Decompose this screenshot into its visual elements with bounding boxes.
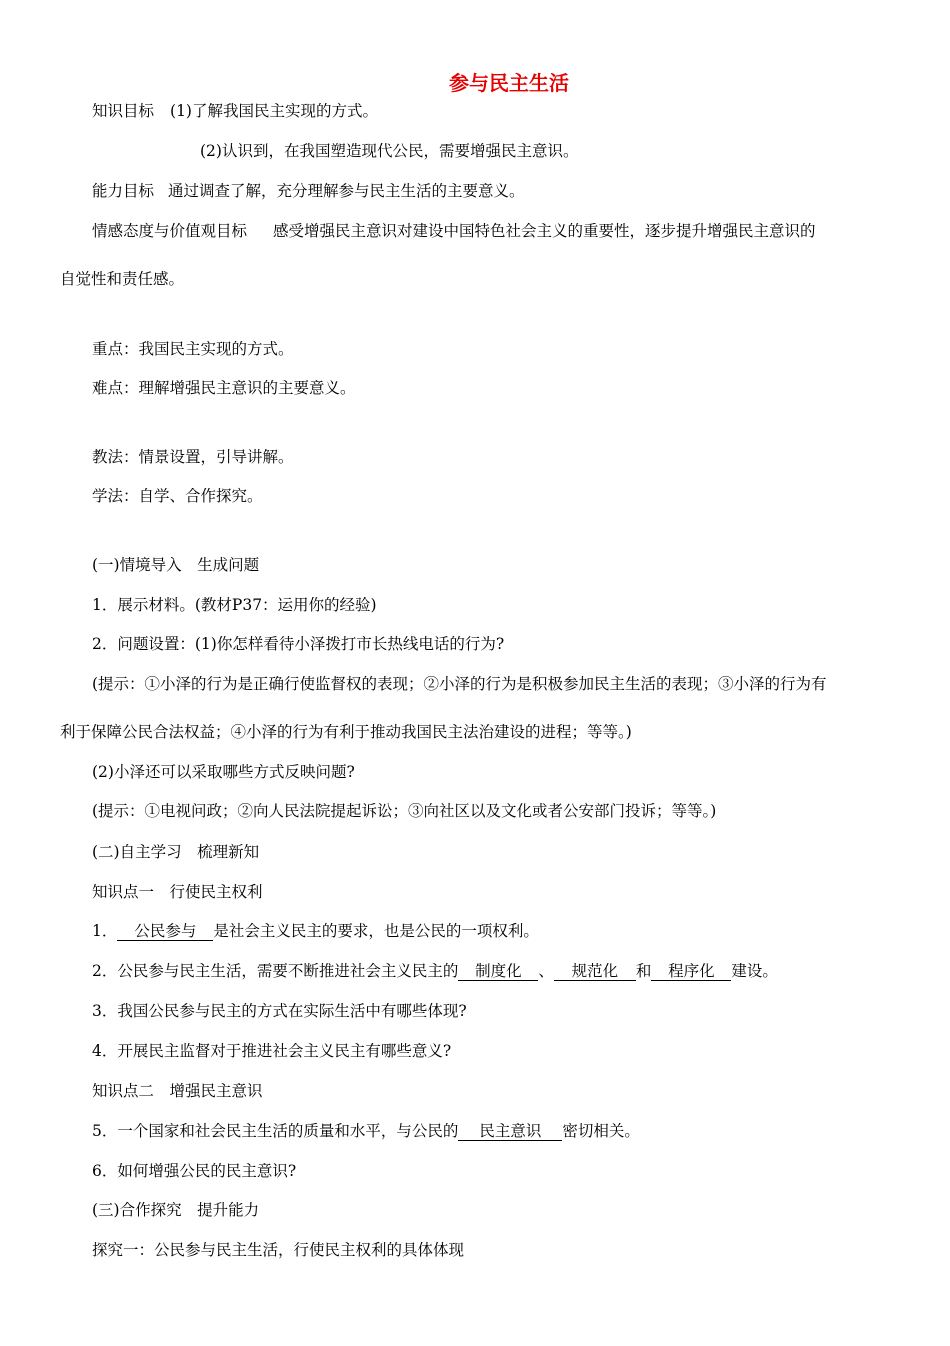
- ability-goal-text: 通过调查了解，充分理解参与民主生活的主要意义。: [168, 182, 525, 200]
- question-5-end: 密切相关。: [562, 1122, 640, 1140]
- question-1-number: 1．: [92, 922, 118, 940]
- ability-goal-label: 能力目标: [92, 182, 155, 200]
- knowledge-goal-label: 知识目标: [92, 102, 155, 120]
- question-3: 3．我国公民参与民主的方式在实际生活中有哪些体现?: [92, 1002, 467, 1020]
- question-1-line: [92, 920, 539, 942]
- question-6: 6．如何增强公民的民主意识?: [92, 1162, 297, 1180]
- answer-blank-4: 程序化: [651, 962, 731, 981]
- question-4: 4．开展民主监督对于推进社会主义民主有哪些意义?: [92, 1042, 452, 1060]
- question-2-line: [92, 960, 778, 982]
- emotion-goal-label: 情感态度与价值观目标: [92, 222, 248, 240]
- difficulty-line: 难点：理解增强民主意识的主要意义。: [92, 379, 356, 397]
- document-title: 参与民主生活: [449, 71, 569, 95]
- knowledge-point-2: 知识点二 增强民主意识: [92, 1082, 263, 1100]
- section-1-question-2: (2)小泽还可以采取哪些方式反映问题?: [92, 763, 355, 781]
- answer-blank-3: 规范化: [554, 962, 636, 981]
- explore-1: 探究一：公民参与民主生活，行使民主权利的具体体现: [92, 1241, 465, 1259]
- question-2-text: 2．公民参与民主生活，需要不断推进社会主义民主的: [92, 962, 459, 980]
- answer-blank-1: 公民参与: [117, 922, 213, 941]
- answer-blank-2: 制度化: [458, 962, 538, 981]
- question-5-line: [92, 1120, 640, 1142]
- question-2-end: 建设。: [731, 962, 778, 980]
- knowledge-point-1: 知识点一 行使民主权利: [92, 883, 263, 901]
- separator-2: 和: [635, 962, 652, 980]
- question-5-text: 5．一个国家和社会民主生活的质量和水平，与公民的: [92, 1122, 459, 1140]
- section-1-hint-1a: (提示：①小泽的行为是正确行使监督权的表现；②小泽的行为是积极参加民主生活的表现；③小泽的行为有: [92, 675, 827, 693]
- section-1-hint-1b: 利于保障公民合法权益；④小泽的行为有利于推动我国民主法治建设的进程；等等。): [60, 723, 632, 741]
- question-1-text: 是社会主义民主的要求，也是公民的一项权利。: [213, 922, 539, 940]
- section-1-item-1: 1．展示材料。(教材P37：运用你的经验): [92, 596, 377, 614]
- section-1-hint-2: (提示：①电视问政；②向人民法院提起诉讼；③向社区以及文化或者公安部门投诉；等等。): [92, 802, 717, 820]
- section-3-heading: (三)合作探究 提升能力: [92, 1201, 260, 1219]
- answer-blank-5: 民主意识: [458, 1122, 562, 1141]
- learn-method-line: 学法：自学、合作探究。: [92, 487, 263, 505]
- knowledge-goal-line: [92, 100, 378, 122]
- focus-line: 重点：我国民主实现的方式。: [92, 340, 294, 358]
- ability-goal-line: [92, 180, 525, 202]
- section-1-heading: (一)情境导入 生成问题: [92, 556, 260, 574]
- section-2-heading: (二)自主学习 梳理新知: [92, 843, 260, 861]
- knowledge-goal-2: (2)认识到，在我国塑造现代公民，需要增强民主意识。: [200, 142, 579, 160]
- emotion-goal-line: [92, 220, 816, 242]
- knowledge-goal-1: (1)了解我国民主实现的方式。: [170, 102, 378, 120]
- emotion-goal-text-2: 自觉性和责任感。: [60, 270, 185, 288]
- teach-method-line: 教法：情景设置，引导讲解。: [92, 448, 294, 466]
- separator-1: 、: [538, 962, 554, 980]
- emotion-goal-text-1: 感受增强民主意识对建设中国特色社会主义的重要性，逐步提升增强民主意识的: [273, 222, 816, 240]
- section-1-item-2: 2．问题设置：(1)你怎样看待小泽拨打市长热线电话的行为?: [92, 635, 505, 653]
